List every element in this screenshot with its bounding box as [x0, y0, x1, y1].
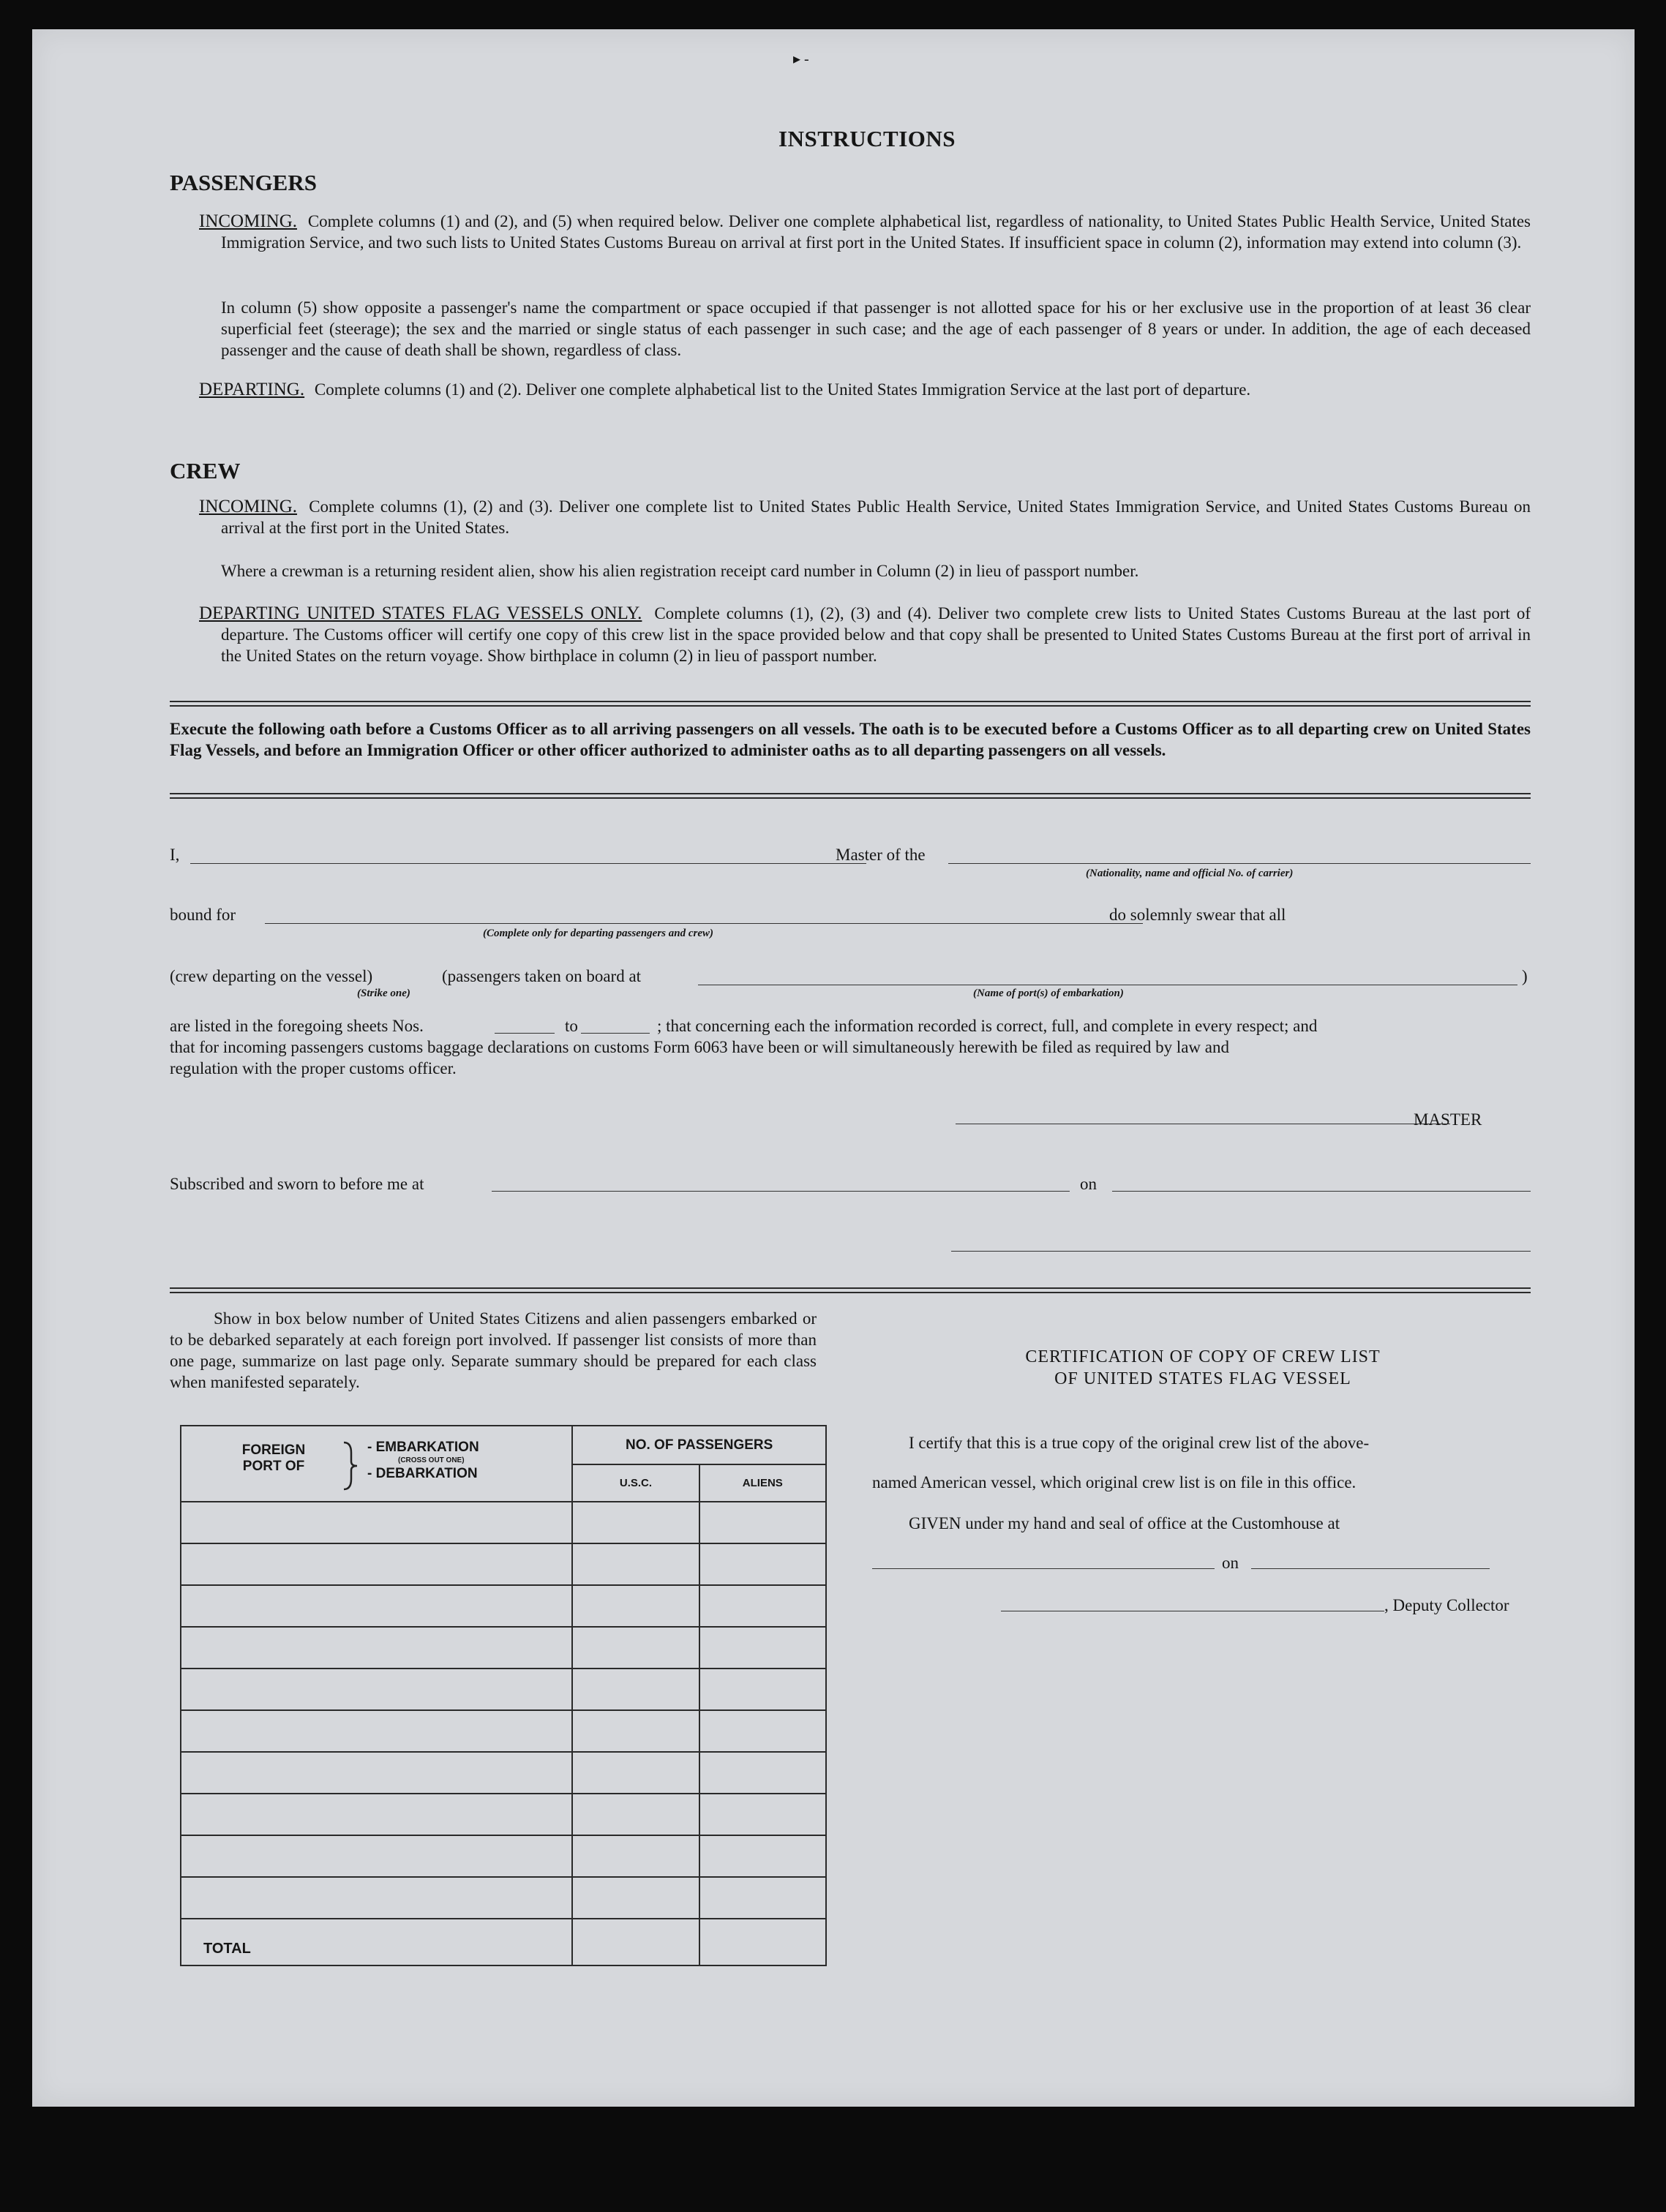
usc-cell[interactable]	[572, 1835, 699, 1877]
divider	[170, 797, 1531, 799]
divider	[170, 701, 1531, 702]
usc-cell[interactable]	[572, 1543, 699, 1585]
crew-incoming-label: INCOMING.	[199, 497, 298, 516]
certification-title-line1: CERTIFICATION OF COPY OF CREW LIST	[1025, 1347, 1381, 1366]
crew-alien-text: Where a crewman is a returning resident alien, show his alien registration receipt card number in Column (2) in lieu of passport number.	[221, 562, 1139, 580]
divider	[170, 1287, 1531, 1289]
summary-instruction: Show in box below number of United States Citizens and alien passengers embarked or to be debarked separately at each foreign port involved. If passenger list consists of more than one page, summarize on last page only. Separate summary should be prepared for each class when manifested separately.	[170, 1309, 817, 1391]
passengers-incoming-label: INCOMING.	[199, 211, 298, 231]
usc-cell[interactable]	[572, 1710, 699, 1752]
port-cell[interactable]	[181, 1877, 572, 1919]
table-row	[181, 1669, 826, 1710]
swear-label: do solemnly swear that all	[1109, 906, 1286, 924]
usc-cell[interactable]	[572, 1752, 699, 1794]
aliens-cell[interactable]	[699, 1502, 826, 1543]
close-paren: )	[1522, 967, 1528, 985]
page-title: INSTRUCTIONS	[778, 126, 956, 151]
divider	[170, 705, 1531, 707]
crew-incoming	[199, 496, 1531, 538]
subscribed-place-line[interactable]	[492, 1191, 1070, 1192]
aliens-cell[interactable]	[699, 1710, 826, 1752]
stray-mark: ▸ -	[793, 51, 809, 67]
bound-caption: (Complete only for departing passengers and crew)	[483, 928, 713, 939]
form-page	[32, 29, 1635, 2107]
aliens-cell[interactable]	[699, 1669, 826, 1710]
certification-text2: named American vessel, which original crew list is on file in this office.	[872, 1473, 1357, 1491]
crew-departing	[199, 603, 1531, 666]
usc-total-cell[interactable]	[572, 1919, 699, 1965]
crew-incoming-text: Complete columns (1), (2) and (3). Deliver one complete list to United States Public Health Service, United States Immigration Service, and United States Customs Bureau on arrival at the first port in the United States.	[221, 497, 1531, 537]
aliens-header: ALIENS	[699, 1464, 826, 1502]
aliens-cell[interactable]	[699, 1752, 826, 1794]
crew-departing-label: DEPARTING UNITED STATES FLAG VESSELS ONLY.	[199, 603, 642, 623]
divider	[170, 793, 1531, 794]
usc-cell[interactable]	[572, 1669, 699, 1710]
subscribed-date-line[interactable]	[1112, 1191, 1531, 1192]
sheet-to-line[interactable]	[581, 1033, 650, 1034]
bound-for-line[interactable]	[265, 923, 1143, 924]
table-row	[181, 1627, 826, 1669]
sheet-from-line[interactable]	[495, 1033, 555, 1034]
carrier-line[interactable]	[948, 863, 1531, 864]
subscribed-label: Subscribed and sworn to before me at	[170, 1175, 424, 1193]
passenger-summary-table	[180, 1425, 827, 1966]
divider	[170, 1292, 1531, 1293]
listed-prefix: are listed in the foregoing sheets Nos.	[170, 1017, 424, 1035]
aliens-total-cell[interactable]	[699, 1919, 826, 1965]
port-cell[interactable]	[181, 1543, 572, 1585]
passengers-column5-text: In column (5) show opposite a passenger's name the compartment or space occupied if that passenger is not allotted space for his or her exclusive use in the proportion of at least 36 clear superficial feet (steerage); the sex and the married or single status of each passenger in such case; and the age of each passenger of 8 years or under. In addition, the age of each deceased passenger and the cause of death shall be shown, regardless of class.	[221, 298, 1531, 359]
table-row	[181, 1710, 826, 1752]
port-cell[interactable]	[181, 1710, 572, 1752]
aliens-cell[interactable]	[699, 1794, 826, 1835]
crew-departing-text: Complete columns (1), (2), (3) and (4). Deliver two complete crew lists to United States Customs Bureau at the last port of departure. The Customs officer will certify one copy of this crew list in the space provided below and that copy shall be presented to United States Customs Bureau at the first port of arrival in the United States on the return voyage. Show birthplace in column (2) in lieu of passport number.	[221, 604, 1531, 665]
port-cell[interactable]	[181, 1794, 572, 1835]
usc-cell[interactable]	[572, 1502, 699, 1543]
no-passengers-header: NO. OF PASSENGERS	[572, 1426, 826, 1464]
strike-caption: (Strike one)	[357, 988, 410, 999]
brace-icon	[341, 1441, 359, 1491]
subscribed-on-label: on	[1080, 1175, 1097, 1193]
port-cell[interactable]	[181, 1835, 572, 1877]
usc-cell[interactable]	[572, 1627, 699, 1669]
port-cell[interactable]	[181, 1627, 572, 1669]
listed-line2: that for incoming passengers customs baggage declarations on customs Form 6063 have been or will simultaneously herewith be filed as required by law and	[170, 1038, 1230, 1056]
certification-text3: GIVEN under my hand and seal of office at the Customhouse at	[909, 1514, 1340, 1532]
oath-i-label: I,	[170, 846, 180, 864]
certification-title	[874, 1346, 1532, 1390]
deputy-collector-label: , Deputy Collector	[1384, 1596, 1509, 1614]
cross-out-note: (CROSS OUT ONE)	[398, 1456, 465, 1464]
embark-caption: (Name of port(s) of embarkation)	[973, 988, 1124, 999]
port-cell[interactable]	[181, 1585, 572, 1627]
port-cell[interactable]	[181, 1669, 572, 1710]
port-cell[interactable]	[181, 1502, 572, 1543]
usc-cell[interactable]	[572, 1877, 699, 1919]
table-row	[181, 1877, 826, 1919]
total-label: TOTAL	[181, 1919, 572, 1965]
embarkation-label[interactable]: - EMBARKATION	[367, 1440, 479, 1455]
port-cell[interactable]	[181, 1752, 572, 1794]
aliens-cell[interactable]	[699, 1585, 826, 1627]
aliens-cell[interactable]	[699, 1835, 826, 1877]
crew-heading: CREW	[170, 458, 241, 484]
listed-rest: ; that concerning each the information recorded is correct, full, and complete in every respect; and	[657, 1017, 1318, 1035]
table-row	[181, 1502, 826, 1543]
bound-for-label: bound for	[170, 906, 236, 924]
passengers-departing-text: Complete columns (1) and (2). Deliver one complete alphabetical list to the United States Immigration Service at the last port of departure.	[314, 380, 1251, 399]
crew-departing-option[interactable]: (crew departing on the vessel)	[170, 967, 373, 985]
aliens-cell[interactable]	[699, 1543, 826, 1585]
table-row	[181, 1835, 826, 1877]
certification-date-line[interactable]	[1251, 1568, 1490, 1569]
certification-title-line2: OF UNITED STATES FLAG VESSEL	[1054, 1369, 1351, 1388]
aliens-cell[interactable]	[699, 1627, 826, 1669]
table-row	[181, 1752, 826, 1794]
passengers-departing-label: DEPARTING.	[199, 380, 305, 399]
master-label: MASTER	[1414, 1110, 1482, 1129]
passengers-incoming-text: Complete columns (1) and (2), and (5) when required below. Deliver one complete alphabetical list, regardless of nationality, to United States Public Health Service, United States Immigration Service, and two such lists to United States Customs Bureau on arrival at first port in the United States. If insufficient space in column (2), information may extend into column (3).	[221, 212, 1531, 252]
to-label: to	[565, 1017, 578, 1035]
name-line[interactable]	[190, 863, 866, 864]
usc-cell[interactable]	[572, 1794, 699, 1835]
foreign-port-of: FOREIGN PORT OF	[241, 1442, 306, 1474]
carrier-caption: (Nationality, name and official No. of carrier)	[1086, 868, 1294, 879]
total-row	[181, 1919, 826, 1965]
usc-cell[interactable]	[572, 1585, 699, 1627]
certification-text1: I certify that this is a true copy of the original crew list of the above-	[909, 1434, 1370, 1452]
passengers-departing	[199, 379, 1531, 400]
aliens-cell[interactable]	[699, 1877, 826, 1919]
table-row	[181, 1585, 826, 1627]
passengers-option[interactable]: (passengers taken on board at	[442, 967, 642, 985]
officer-signature-line[interactable]	[951, 1251, 1531, 1252]
debarkation-label[interactable]: - DEBARKATION	[367, 1466, 478, 1481]
certification-on-label: on	[1222, 1554, 1239, 1572]
usc-header: U.S.C.	[572, 1464, 699, 1502]
table-row	[181, 1794, 826, 1835]
listed-line3: regulation with the proper customs officer.	[170, 1059, 457, 1077]
customhouse-line[interactable]	[872, 1568, 1215, 1569]
passengers-heading: PASSENGERS	[170, 170, 317, 195]
oath-instruction: Execute the following oath before a Customs Officer as to all arriving passengers on all vessels. The oath is to be executed before a Customs Officer as to all departing crew on United States Flag Vessels, and before an Immigration Officer or other officer authorized to administer oaths as to all departing passengers on all vessels.	[170, 720, 1531, 759]
port-header	[181, 1426, 572, 1502]
master-of-label: Master of the	[836, 846, 926, 864]
table-row	[181, 1543, 826, 1585]
passengers-incoming	[199, 211, 1531, 253]
